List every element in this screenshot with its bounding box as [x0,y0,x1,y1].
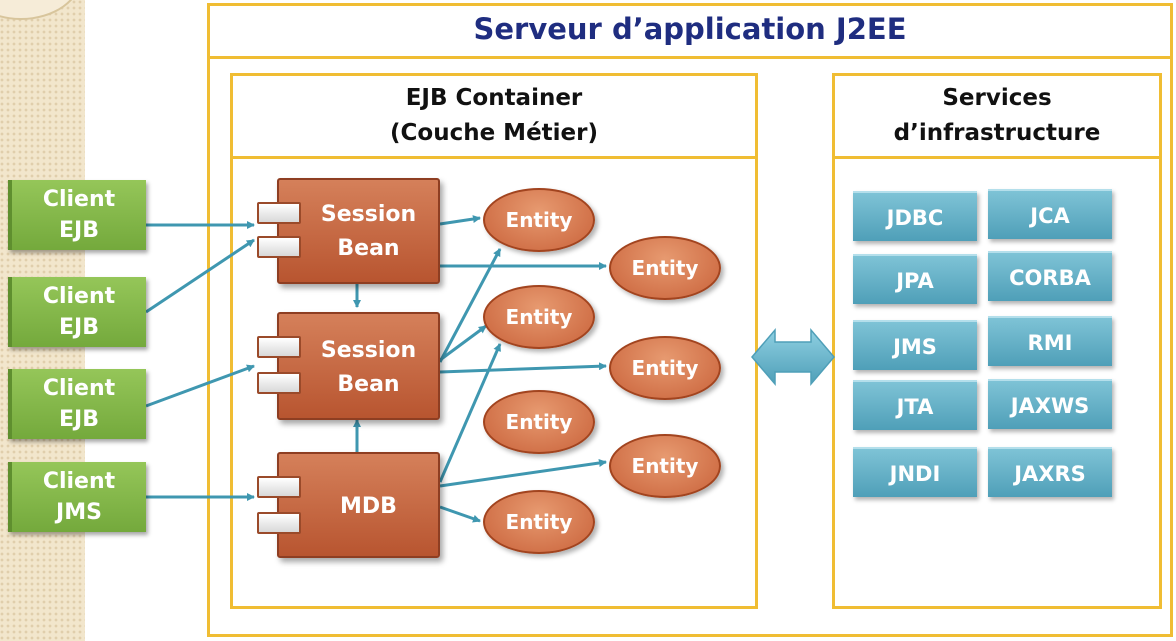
arrow-mdb-entity7 [440,462,606,486]
infrastructure-subtitle: d’infrastructure [893,120,1101,146]
mdb-bean [277,452,440,558]
bean-port [257,476,301,498]
double-arrow [752,330,834,384]
server-title: Serveur d’application J2EE [473,12,907,46]
entity-3: Entity [483,390,595,454]
bean-label-line2: Bean [337,236,400,261]
client-label: Client [42,187,116,212]
bean-label-line1: Session [320,338,417,363]
bean-label-line2: Bean [337,372,400,397]
arrow-mdb-entity4 [440,507,480,521]
entity-6: Entity [609,336,721,400]
service-rmi: RMI [988,316,1112,366]
session-bean-1 [277,178,440,284]
entity-7: Entity [609,434,721,498]
service-jaxws: JAXWS [988,379,1112,429]
service-jdbc: JDBC [853,191,977,241]
arrow-bean1-entity1 [440,218,480,224]
client-ejb-2 [8,277,146,347]
session-bean-2 [277,312,440,420]
client-type: EJB [59,218,99,243]
client-ejb-1 [8,180,146,250]
mdb-label: MDB [340,494,397,519]
arrow-client2-bean1 [146,240,254,312]
client-label: Client [42,376,116,401]
client-label: Client [42,469,116,494]
arrow-client3-bean2 [146,366,254,406]
client-label: Client [42,284,116,309]
arrow-bean2-entity2 [440,326,486,360]
ejb-container-subtitle: (Couche Métier) [390,120,598,146]
entity-5: Entity [609,236,721,300]
infrastructure-title: Services [942,85,1052,111]
entity-1: Entity [483,188,595,252]
bean-port [257,512,301,534]
entity-2: Entity [483,285,595,349]
client-ejb-3 [8,369,146,439]
service-jaxrs: JAXRS [988,447,1112,497]
ejb-container-title: EJB Container [405,85,583,111]
service-jta: JTA [853,380,977,430]
client-type: EJB [59,407,99,432]
service-jndi: JNDI [853,447,977,497]
client-jms [8,462,146,532]
bean-label-line1: Session [320,202,417,227]
service-jms: JMS [853,320,977,370]
client-type: JMS [56,500,102,525]
service-corba: CORBA [988,251,1112,301]
bean-port [257,336,301,358]
service-jpa: JPA [853,254,977,304]
entity-4: Entity [483,490,595,554]
bean-port [257,202,301,224]
service-jca: JCA [988,189,1112,239]
bean-port [257,236,301,258]
client-type: EJB [59,315,99,340]
arrow-bean2-entity6 [440,366,606,372]
bean-port [257,372,301,394]
